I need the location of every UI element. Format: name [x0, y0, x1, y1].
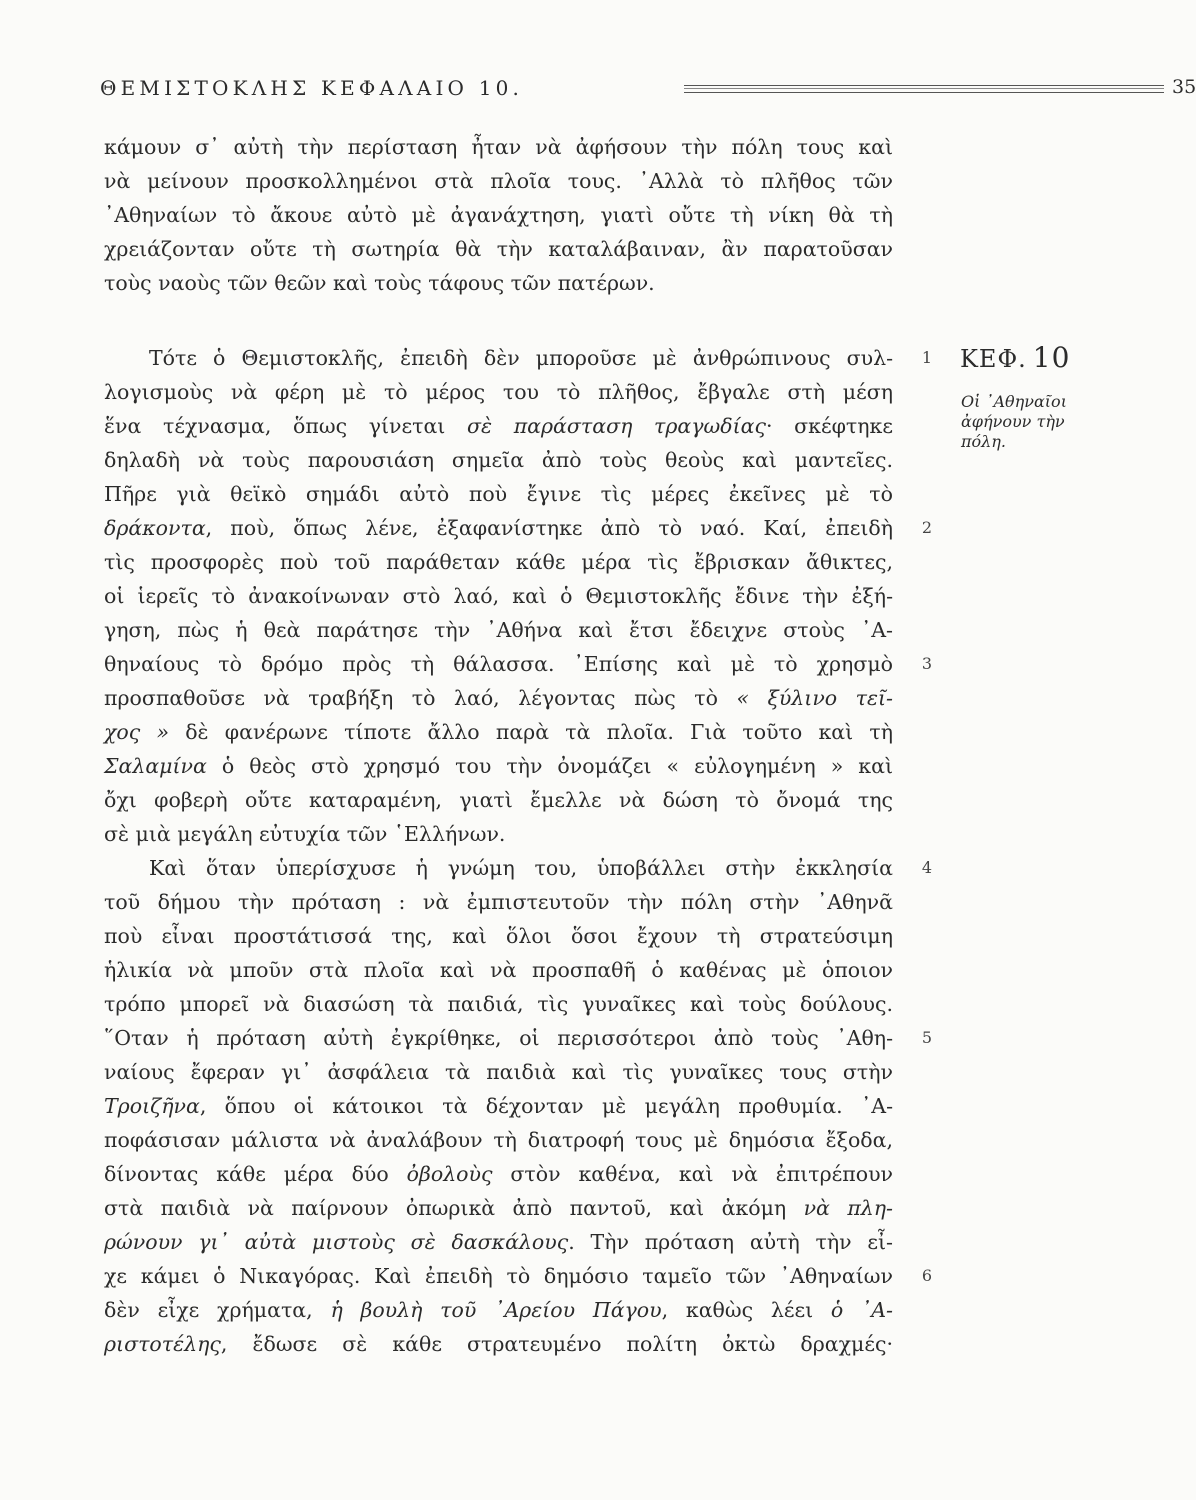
section-number: 1: [921, 348, 933, 367]
margin-note: [961, 392, 1101, 452]
text-line: τρόπο μπορεῖ νὰ διασώση τὰ παιδιά, τὶς γυναῖκες καὶ τοὺς δούλους.: [104, 992, 893, 1016]
text-line: ῞Οταν ἡ πρόταση αὐτὴ ἐγκρίθηκε, οἱ περισσότεροι ἀπὸ τοὺς ᾿Αθη-: [104, 1026, 893, 1050]
emphasis-run: Σαλαμίνα: [104, 754, 207, 778]
text-run: δίνοντας κάθε μέρα δύο: [104, 1162, 407, 1186]
text-run: δὲν εἶχε χρήματα,: [104, 1298, 331, 1322]
header-rule: [684, 85, 1164, 93]
text-line: γηση, πὼς ἡ θεὰ παράτησε τὴν ᾿Αθήνα καὶ ἔτσι ἔδειχνε στοὺς ᾿Α-: [104, 618, 893, 642]
text-line: Πῆρε γιὰ θεϊκὸ σημάδι αὐτὸ ποὺ ἔγινε τὶς μέρες ἐκεῖνες μὲ τὸ: [104, 482, 893, 506]
text-run: ὁ θεὸς στὸ χρησμό του τὴν ὀνομάζει « εὐλογημένη » καὶ: [206, 754, 893, 778]
text-line: οἱ ἱερεῖς τὸ ἀνακοίνωναν στὸ λαό, καὶ ὁ Θεμιστοκλῆς ἔδινε τὴν ἐξή-: [104, 584, 893, 608]
text-line: χε κάμει ὁ Νικαγόρας. Καὶ ἐπειδὴ τὸ δημόσιο ταμεῖο τῶν ᾿Αθηναίων: [104, 1264, 893, 1288]
margin-note-line: ἀφήνουν τὴν: [961, 412, 1065, 431]
text-run: δὲ φανέρωνε τίποτε ἄλλο παρὰ τὰ πλοῖα. Γιὰ τοῦτο καὶ τὴ: [169, 720, 893, 744]
section-number: 4: [921, 858, 933, 877]
text-line: κάμουν σ᾿ αὐτὴ τὴν περίσταση ἦταν νὰ ἀφήσουν τὴν πόλη τους καὶ: [104, 135, 893, 159]
text-line: τοῦ δήμου τὴν πρόταση : νὰ ἐμπιστευτοῦν τὴν πόλη στὴν ᾿Αθηνᾶ: [104, 890, 893, 914]
text-run: , ὅπου οἱ κάτοικοι τὰ δέχονταν μὲ μεγάλη προθυμία. ᾿Α-: [199, 1094, 893, 1118]
section-number: 3: [921, 654, 933, 673]
text-run: , ἔδωσε σὲ κάθε στρατευμένο πολίτη ὀκτὼ δραχμές·: [220, 1332, 893, 1356]
emphasis-run: ὁ ᾿Α-: [830, 1298, 893, 1322]
chapter-label: ΚΕΦ.: [960, 345, 1027, 373]
text-line: ὄχι φοβερὴ οὔτε καταραμένη, γιατὶ ἔμελλε νὰ δώση τὸ ὄνομά της: [104, 788, 893, 812]
text-line: [104, 1191, 893, 1225]
text-line: ᾿Αθηναίων τὸ ἄκουε αὐτὸ μὲ ἀγανάχτηση, γιατὶ οὔτε τὴ νίκη θὰ τὴ: [104, 203, 893, 227]
margin-note-line: πόλη.: [961, 432, 1006, 451]
text-line: ποφάσισαν μάλιστα νὰ ἀναλάβουν τὴ διατροφή τους μὲ δημόσια ἔξοδα,: [104, 1128, 893, 1152]
emphasis-run: σὲ παράσταση τραγωδίας: [467, 414, 766, 438]
emphasis-run: ὀβολοὺς: [406, 1162, 493, 1186]
text-line: Καὶ ὅταν ὑπερίσχυσε ἡ γνώμη του, ὑποβάλλει στὴν ἐκκλησία: [149, 856, 893, 880]
page-number: 35: [1172, 76, 1196, 98]
text-line: [104, 409, 893, 443]
text-line: [104, 1225, 893, 1259]
section-number: 6: [921, 1266, 933, 1285]
section-number: 5: [921, 1028, 933, 1047]
emphasis-run: χος »: [104, 720, 169, 744]
text-line: [104, 681, 893, 715]
text-line: [104, 1327, 893, 1361]
text-line: τοὺς ναοὺς τῶν θεῶν καὶ τοὺς τάφους τῶν πατέρων.: [104, 271, 655, 295]
emphasis-run: « ξύλινο τεῖ-: [736, 686, 893, 710]
header-title: ΘΕΜΙΣΤΟΚΛΗΣ ΚΕΦΑΛΑΙΟ 10.: [100, 76, 524, 100]
text-line: λογισμοὺς νὰ φέρη μὲ τὸ μέρος του τὸ πλῆθος, ἔβγαλε στὴ μέση: [104, 380, 893, 404]
text-line: νὰ μείνουν προσκολλημένοι στὰ πλοῖα τους. ᾿Αλλὰ τὸ πλῆθος τῶν: [104, 169, 893, 193]
emphasis-run: ριστοτέλης: [104, 1332, 221, 1356]
text-run: προσπαθοῦσε νὰ τραβήξη τὸ λαό, λέγοντας πὼς τὸ: [104, 686, 737, 710]
text-run: στὸν καθένα, καὶ νὰ ἐπιτρέπουν: [492, 1162, 893, 1186]
running-header: [100, 76, 1196, 106]
text-run: , ποὺ, ὅπως λένε, ἐξαφανίστηκε ἀπὸ τὸ ναό. Καί, ἐπειδὴ: [205, 516, 893, 540]
emphasis-run: Τροιζῆνα: [104, 1094, 200, 1118]
emphasis-run: ρώνουν γι᾿ αὐτὰ μιστοὺς σὲ δασκάλους: [104, 1230, 569, 1254]
emphasis-run: ἡ βουλὴ τοῦ ᾿Αρείου Πάγου: [330, 1298, 662, 1322]
text-run: ἕνα τέχνασμα, ὅπως γίνεται: [104, 414, 468, 438]
chapter-number: 10: [1032, 341, 1071, 374]
text-line: τὶς προσφορὲς ποὺ τοῦ παράθεταν κάθε μέρα τὶς ἔβρισκαν ἄθικτες,: [104, 550, 893, 574]
text-line: δηλαδὴ νὰ τοὺς παρουσιάση σημεῖα ἀπὸ τοὺς θεοὺς καὶ μαντεῖες.: [104, 448, 893, 472]
chapter-heading: [960, 341, 1070, 374]
text-line: [104, 715, 893, 749]
text-line: [104, 511, 893, 545]
text-line: [104, 1157, 893, 1191]
text-run: στὰ παιδιὰ νὰ παίρνουν ὀπωρικὰ ἀπὸ παντοῦ, καὶ ἀκόμη: [104, 1196, 804, 1220]
emphasis-run: νὰ πλη-: [803, 1196, 893, 1220]
text-line: [104, 1089, 893, 1123]
text-run: · σκέφτηκε: [765, 414, 893, 438]
text-run: , καθὼς λέει: [661, 1298, 831, 1322]
margin-note-line: Οἱ ᾿Αθηναῖοι: [961, 392, 1067, 411]
text-line: σὲ μιὰ μεγάλη εὐτυχία τῶν ῾Ελλήνων.: [104, 822, 506, 846]
text-line: Τότε ὁ Θεμιστοκλῆς, ἐπειδὴ δὲν μποροῦσε μὲ ἀνθρώπινους συλ-: [149, 346, 893, 370]
text-line: χρειάζονταν οὔτε τὴ σωτηρία θὰ τὴν καταλάβαιναν, ἂν παρατοῦσαν: [104, 237, 893, 261]
text-run: . Τὴν πρόταση αὐτὴ τὴν εἶ-: [568, 1230, 893, 1254]
text-line: [104, 749, 893, 783]
text-line: ποὺ εἶναι προστάτισσά της, καὶ ὅλοι ὅσοι ἔχουν τὴ στρατεύσιμη: [104, 924, 893, 948]
text-line: ἡλικία νὰ μποῦν στὰ πλοῖα καὶ νὰ προσπαθῆ ὁ καθένας μὲ ὁποιον: [104, 958, 893, 982]
emphasis-run: δράκοντα: [104, 516, 206, 540]
text-line: θηναίους τὸ δρόμο πρὸς τὴ θάλασσα. ᾿Επίσης καὶ μὲ τὸ χρησμὸ: [104, 652, 893, 676]
section-number: 2: [921, 518, 933, 537]
text-line: ναίους ἔφεραν γι᾿ ἀσφάλεια τὰ παιδιὰ καὶ τὶς γυναῖκες τους στὴν: [104, 1060, 893, 1084]
header-rule-middle: [684, 88, 1164, 89]
text-line: [104, 1293, 893, 1327]
